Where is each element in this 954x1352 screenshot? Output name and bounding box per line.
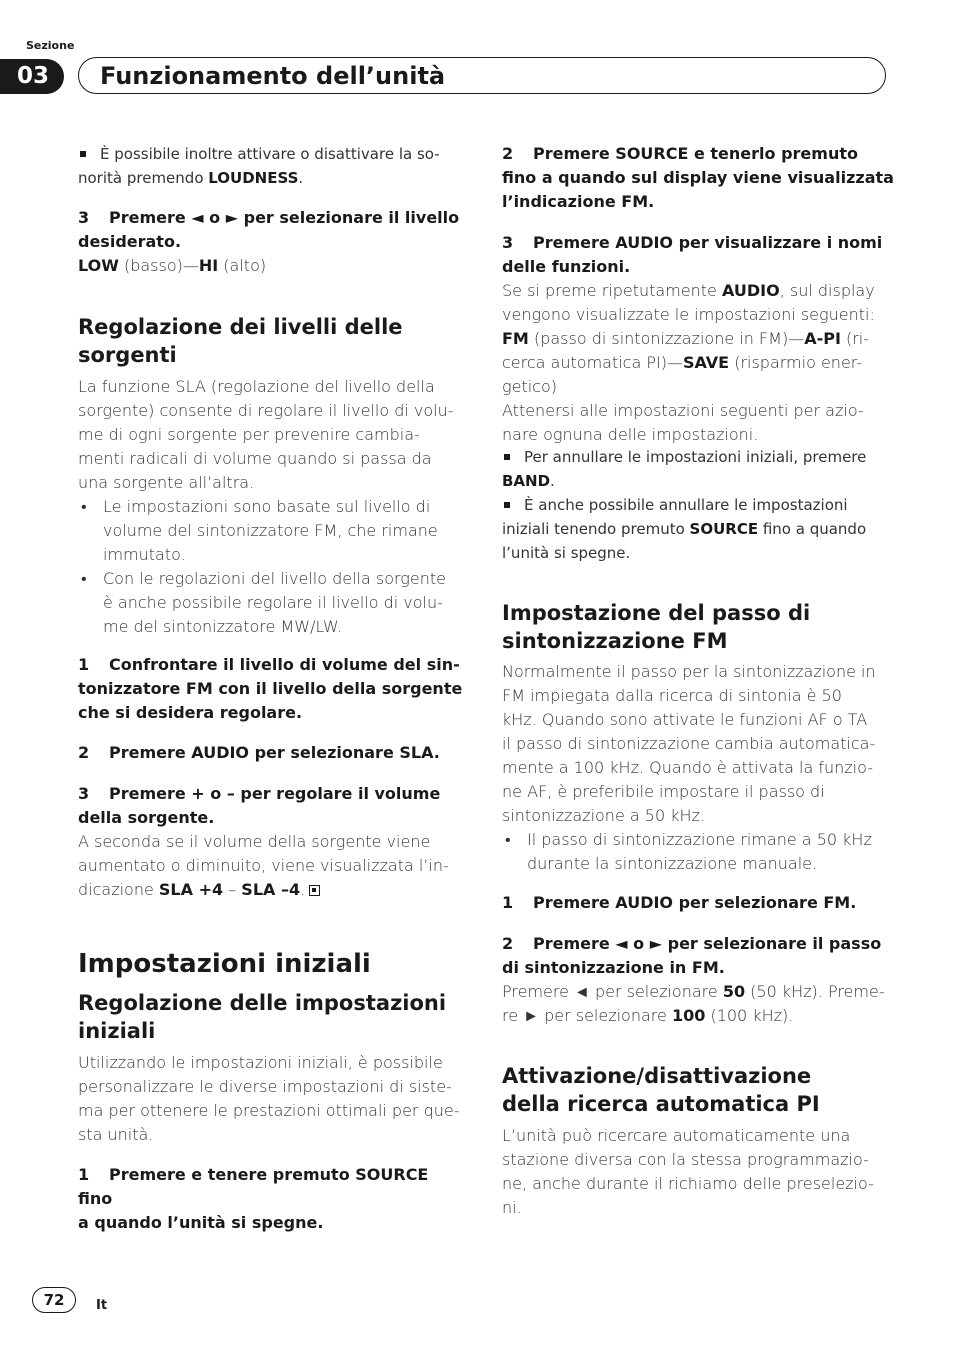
bullet-item: • Le impostazioni sono basate sul livello di volume del sintonizzatore FM, che rimane immutato.	[81, 497, 438, 564]
bullet-item: • Con le regolazioni del livello della sorgente è anche possibile regolare il livello di volu- me del sintonizzatore MW/LW.	[81, 569, 446, 636]
passo-paragraph: Normalmente il passo per la sintonizzazione in FM impiegata dalla ricerca di sintonia è 50 kHz. Quando sono attivate le funzioni AF o TA il passo di sintonizzazione cambia automatica- mente a 100 kHz. Quando è attivata la funzio- ne AF, è preferibile impostare il passo di sintonizzazione a 50 kHz. • Il passo di sintonizzazione rimane a 50 kHz durante la sintonizzazione manuale.	[502, 660, 894, 876]
end-of-section-icon	[309, 885, 320, 896]
section-number-tab: 03	[0, 59, 64, 94]
init-paragraph: Utilizzando le impostazioni iniziali, è possibile personalizzare le diverse impostazioni di siste- ma per ottenere le prestazioni ottimali per que- sta unità.	[78, 1053, 460, 1144]
section-title: Funzionamento dell’unità	[100, 62, 446, 90]
language-code: It	[96, 1298, 108, 1313]
note-loudness: È possibile inoltre attivare o disattivare la so- norità premendo LOUDNESS.	[78, 145, 440, 187]
note-square-icon	[504, 502, 510, 508]
bullet-dot-icon: •	[81, 497, 87, 516]
page-number: 72	[32, 1287, 76, 1313]
bullet-item: • Il passo di sintonizzazione rimane a 50 kHz durante la sintonizzazione manuale.	[505, 830, 872, 873]
step-2-passo: 2 Premere ◄ o ► per selezionare il passo di sintonizzazione in FM. Premere ◄ per selezionare 50 (50 kHz). Preme- re ► per selezionare 100 (100 kHz).	[502, 934, 885, 1025]
bullet-dot-icon: •	[81, 569, 87, 588]
heading-api: Attivazione/disattivazione della ricerca automatica PI	[502, 1064, 820, 1116]
sla-paragraph: La funzione SLA (regolazione del livello della sorgente) consente di regolare il livello di volu- me di ogni sorgente per prevenire cambia- menti radicali di volume quando si passa da una sorgente all’altra. • Le impostazioni sono basate sul livello di volume del sintonizzatore FM, che rimane immutato. • Con le regolazioni del livello della sorgente è anche possibile regolare il livello di volu- me del sintonizzatore MW/LW.	[78, 375, 466, 639]
step-1-compare: 1 Confrontare il livello di volume del sin- tonizzatore FM con il livello della sorgente che si desidera regolare.	[78, 655, 463, 722]
heading-impostazioni-iniziali: Impostazioni iniziali	[78, 949, 371, 979]
step-1-source: 1 Premere e tenere premuto SOURCE fino a quando l’unità si spegne.	[78, 1165, 429, 1232]
step-2-audio-sla: 2 Premere AUDIO per selezionare SLA.	[78, 743, 440, 762]
bullet-dot-icon: •	[505, 830, 511, 849]
step-3-volume: 3 Premere + o – per regolare il volume della sorgente. A seconda se il volume della sorgente viene aumentato o diminuito, viene visualizzata l’in- dicazione SLA +4 – SLA –4.	[78, 784, 449, 899]
heading-passo-fm: Impostazione del passo di sintonizzazione FM	[502, 601, 811, 653]
heading-regolazione-iniziali: Regolazione delle impostazioni iniziali	[78, 991, 447, 1043]
note-square-icon	[504, 454, 510, 460]
step-3-audio-names: 3 Premere AUDIO per visualizzare i nomi delle funzioni. Se si preme ripetutamente AUDIO, sul display vengono visualizzate le impostazioni seguenti: FM (passo di sintonizzazione in FM)—A-PI (ri- cerca automatica PI)—SAVE (risparmio ener- getico) Attenersi alle impostazioni seguenti per azio- nare ognuna delle impostazioni.	[502, 233, 883, 444]
step-2-source-hold: 2 Premere SOURCE e tenerlo premuto fino a quando sul display viene visualizzata l’indicazione FM.	[502, 144, 894, 211]
section-label: Sezione	[26, 39, 75, 52]
step-3-level: 3 Premere ◄ o ► per selezionare il livello desiderato. LOW (basso)—HI (alto)	[78, 208, 460, 275]
heading-sla: Regolazione dei livelli delle sorgenti	[78, 315, 403, 367]
api-paragraph: L’unità può ricercare automaticamente una stazione diversa con la stessa programmazio- ne, anche durante il richiamo delle preselezio- ni.	[502, 1126, 874, 1217]
note-band: Per annullare le impostazioni iniziali, premere BAND. È anche possibile annullare le impostazioni iniziali tenendo premuto SOURCE fino a quando l’unità si spegne.	[502, 448, 867, 562]
step-1-audio-fm: 1 Premere AUDIO per selezionare FM.	[502, 893, 857, 912]
note-square-icon	[80, 151, 86, 157]
